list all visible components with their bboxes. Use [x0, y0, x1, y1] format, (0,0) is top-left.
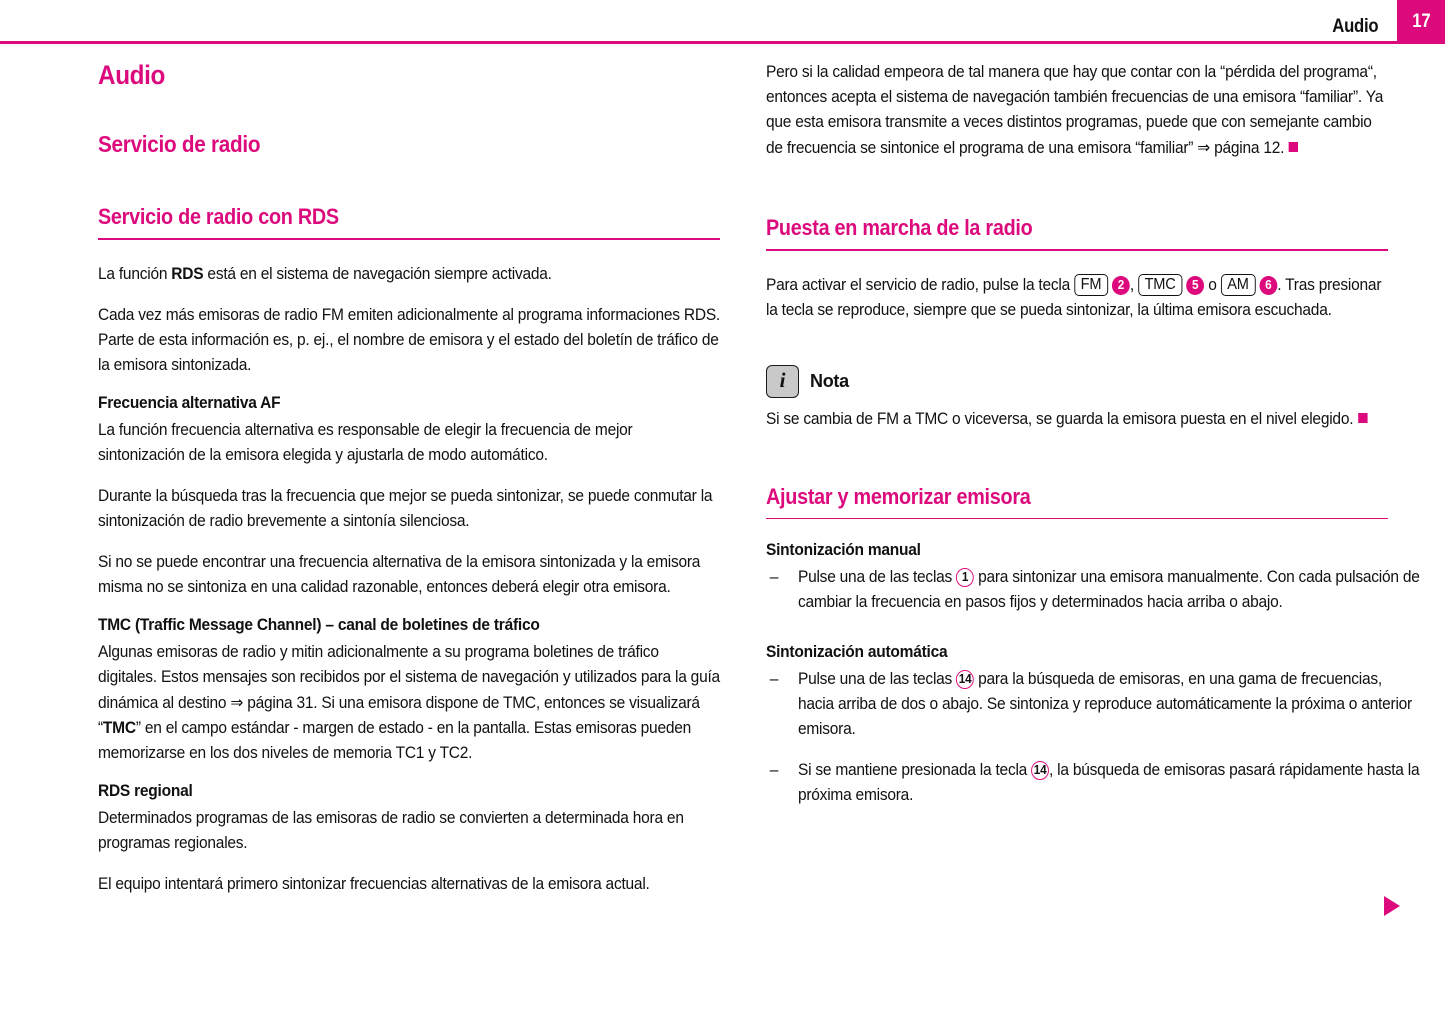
paragraph-rds-intro	[98, 262, 720, 287]
callout-number-14: 14	[956, 670, 974, 689]
list-item	[766, 565, 1420, 615]
heading-frecuencia-alternativa-af: Frecuencia alternativa AF	[98, 393, 281, 412]
page-header	[0, 0, 1445, 44]
chapter-title: Audio	[98, 60, 166, 90]
rule-under-ajustar-heading	[766, 518, 1388, 520]
text-hold-a: Si se mantiene presionada la tecla	[797, 761, 1032, 779]
end-of-section-square-icon	[1289, 142, 1298, 152]
paragraph-rds-regional-2: El equipo intentará primero sintonizar frecuencias alternativas de la emisora actual.	[98, 874, 650, 893]
key-badge-fm[interactable]: FM	[1074, 274, 1108, 296]
text-activar-d: . Tras presionar la tecla se reproduce, siempre que se pueda sintonizar, la última emisora escuchada.	[766, 275, 1382, 319]
page-number-badge	[1397, 0, 1445, 44]
subsection-title-puesta-en-marcha: Puesta en marcha de la radio	[766, 215, 1033, 240]
paragraph-af-2: Durante la búsqueda tras la frecuencia que mejor se pueda sintonizar, se puede conmutar la sintonización de radio brevemente a sintonía silenciosa.	[98, 486, 713, 530]
text-rds-intro-a: La función	[98, 264, 172, 283]
heading-rds-regional: RDS regional	[98, 781, 193, 800]
header-title: Audio	[1331, 16, 1378, 37]
list-item	[766, 667, 1420, 742]
list-sintonizacion-automatica	[766, 667, 1420, 808]
callout-number-1: 1	[956, 568, 974, 587]
text-activar-c: o	[1204, 275, 1221, 294]
section-title-servicio-de-radio: Servicio de radio	[98, 131, 261, 157]
left-column	[98, 60, 720, 913]
key-badge-am[interactable]: AM	[1221, 274, 1256, 296]
text-manual-a: Pulse una de las teclas	[797, 568, 957, 586]
paragraph-calidad-continuation	[766, 60, 1388, 161]
list-dash-marker: –	[769, 568, 779, 586]
right-column	[766, 60, 1420, 824]
text-tmc-c: ” en el campo estándar - margen de estado - en la pantalla. Estas emisoras pueden memorizarse en los dos niveles de memoria TC1 y TC2.	[98, 718, 692, 762]
next-page-arrow-icon[interactable]	[1384, 896, 1400, 916]
text-note-body: Si se cambia de FM a TMC o viceversa, se guarda la emisora puesta en el nivel elegido.	[766, 409, 1354, 428]
page-reference-arrow-icon: ⇒	[1197, 138, 1211, 157]
page-number-text: 17	[1411, 11, 1431, 32]
end-of-section-square-icon	[1358, 413, 1367, 423]
paragraph-tmc	[98, 640, 720, 766]
note-title: Nota	[810, 370, 849, 391]
list-dash-marker: –	[769, 670, 779, 688]
text-manual-b: para sintonizar una emisora manualmente. Con cada pulsación de cambiar la frecuencia en pasos fijos y determinados hacia arriba o abajo.	[797, 568, 1420, 611]
paragraph-activar-radio	[766, 273, 1388, 323]
text-tmc-bold: TMC	[102, 718, 136, 737]
heading-sintonizacion-automatica: Sintonización automática	[766, 643, 948, 661]
text-calidad-b: página 12.	[1210, 139, 1285, 157]
text-activar-a: Para activar el servicio de radio, pulse la tecla	[766, 275, 1075, 294]
list-sintonizacion-manual	[766, 565, 1420, 615]
rule-under-puesta-heading	[766, 249, 1388, 251]
info-icon	[766, 365, 799, 398]
text-hold-b: , la búsqueda de emisoras pasará rápidamente hasta la próxima emisora.	[797, 761, 1420, 804]
note-header	[766, 365, 1388, 398]
subsection-title-ajustar-memorizar: Ajustar y memorizar emisora	[766, 483, 1031, 509]
paragraph-note-text	[766, 407, 1388, 432]
key-badge-tmc[interactable]: TMC	[1138, 274, 1182, 296]
heading-tmc: TMC (Traffic Message Channel) – canal de boletines de tráfico	[98, 615, 540, 634]
paragraph-rds-regional-1: Determinados programas de las emisoras de radio se convierten a determinada hora en programas regionales.	[98, 808, 684, 852]
page-content	[0, 60, 1445, 1000]
paragraph-rds-fm-info: Cada vez más emisoras de radio FM emiten adicionalmente al programa informaciones RDS. Parte de esta información es, p. ej., el nombre de emisora y el estado del boletín de tráfico de la emisora sintonizada.	[98, 305, 721, 374]
text-auto-b: para la búsqueda de emisoras, en una gama de frecuencias, hacia arriba de dos o abajo. Se sintoniza y reproduce automáticamente la próxima o anterior emisora.	[797, 670, 1412, 738]
text-tmc-a: Algunas emisoras de radio y mitin adicionalmente a su programa boletines de tráfico digitales. Estos mensajes son recibidos por el sistema de navegación y utilizados para la guía dinámica al destino	[98, 642, 720, 712]
paragraph-af-1: La función frecuencia alternativa es responsable de elegir la frecuencia de mejor sintonización de la emisora elegida y ajustarla de modo automático.	[98, 420, 633, 464]
text-tmc-b: página 31. Si una emisora dispone de TMC, entonces se visualizará “	[98, 693, 700, 737]
text-calidad-a: Pero si la calidad empeora de tal manera que hay que contar con la “pérdida del programa“, entonces acepta el sistema de navegación también frecuencias de una emisora “familiar”. Ya que esta emisora transmite a veces distintos programas, puede que con semejante cambio de frecuencia se sintonice el programa de una emisora “familiar”	[766, 63, 1384, 157]
list-item	[766, 758, 1420, 808]
subsection-title-rds: Servicio de radio con RDS	[98, 204, 339, 229]
page-reference-arrow-icon: ⇒	[230, 692, 244, 712]
callout-number-2: 2	[1112, 276, 1130, 295]
rule-under-rds-heading	[98, 238, 720, 240]
callout-number-5: 5	[1186, 276, 1204, 295]
text-auto-a: Pulse una de las teclas	[797, 670, 957, 688]
heading-sintonizacion-manual: Sintonización manual	[766, 541, 921, 559]
text-rds-bold: RDS	[171, 264, 204, 283]
text-activar-b: ,	[1129, 275, 1139, 294]
header-rule	[0, 41, 1397, 44]
info-icon-glyph: i	[779, 367, 786, 392]
list-dash-marker: –	[769, 761, 779, 779]
callout-number-14: 14	[1031, 761, 1049, 780]
paragraph-af-3: Si no se puede encontrar una frecuencia alternativa de la emisora sintonizada y la emisora misma no se sintoniza en una calidad razonable, entonces deberá elegir otra emisora.	[98, 552, 701, 596]
text-rds-intro-b: está en el sistema de navegación siempre activada.	[203, 264, 552, 283]
callout-number-6: 6	[1259, 276, 1277, 295]
